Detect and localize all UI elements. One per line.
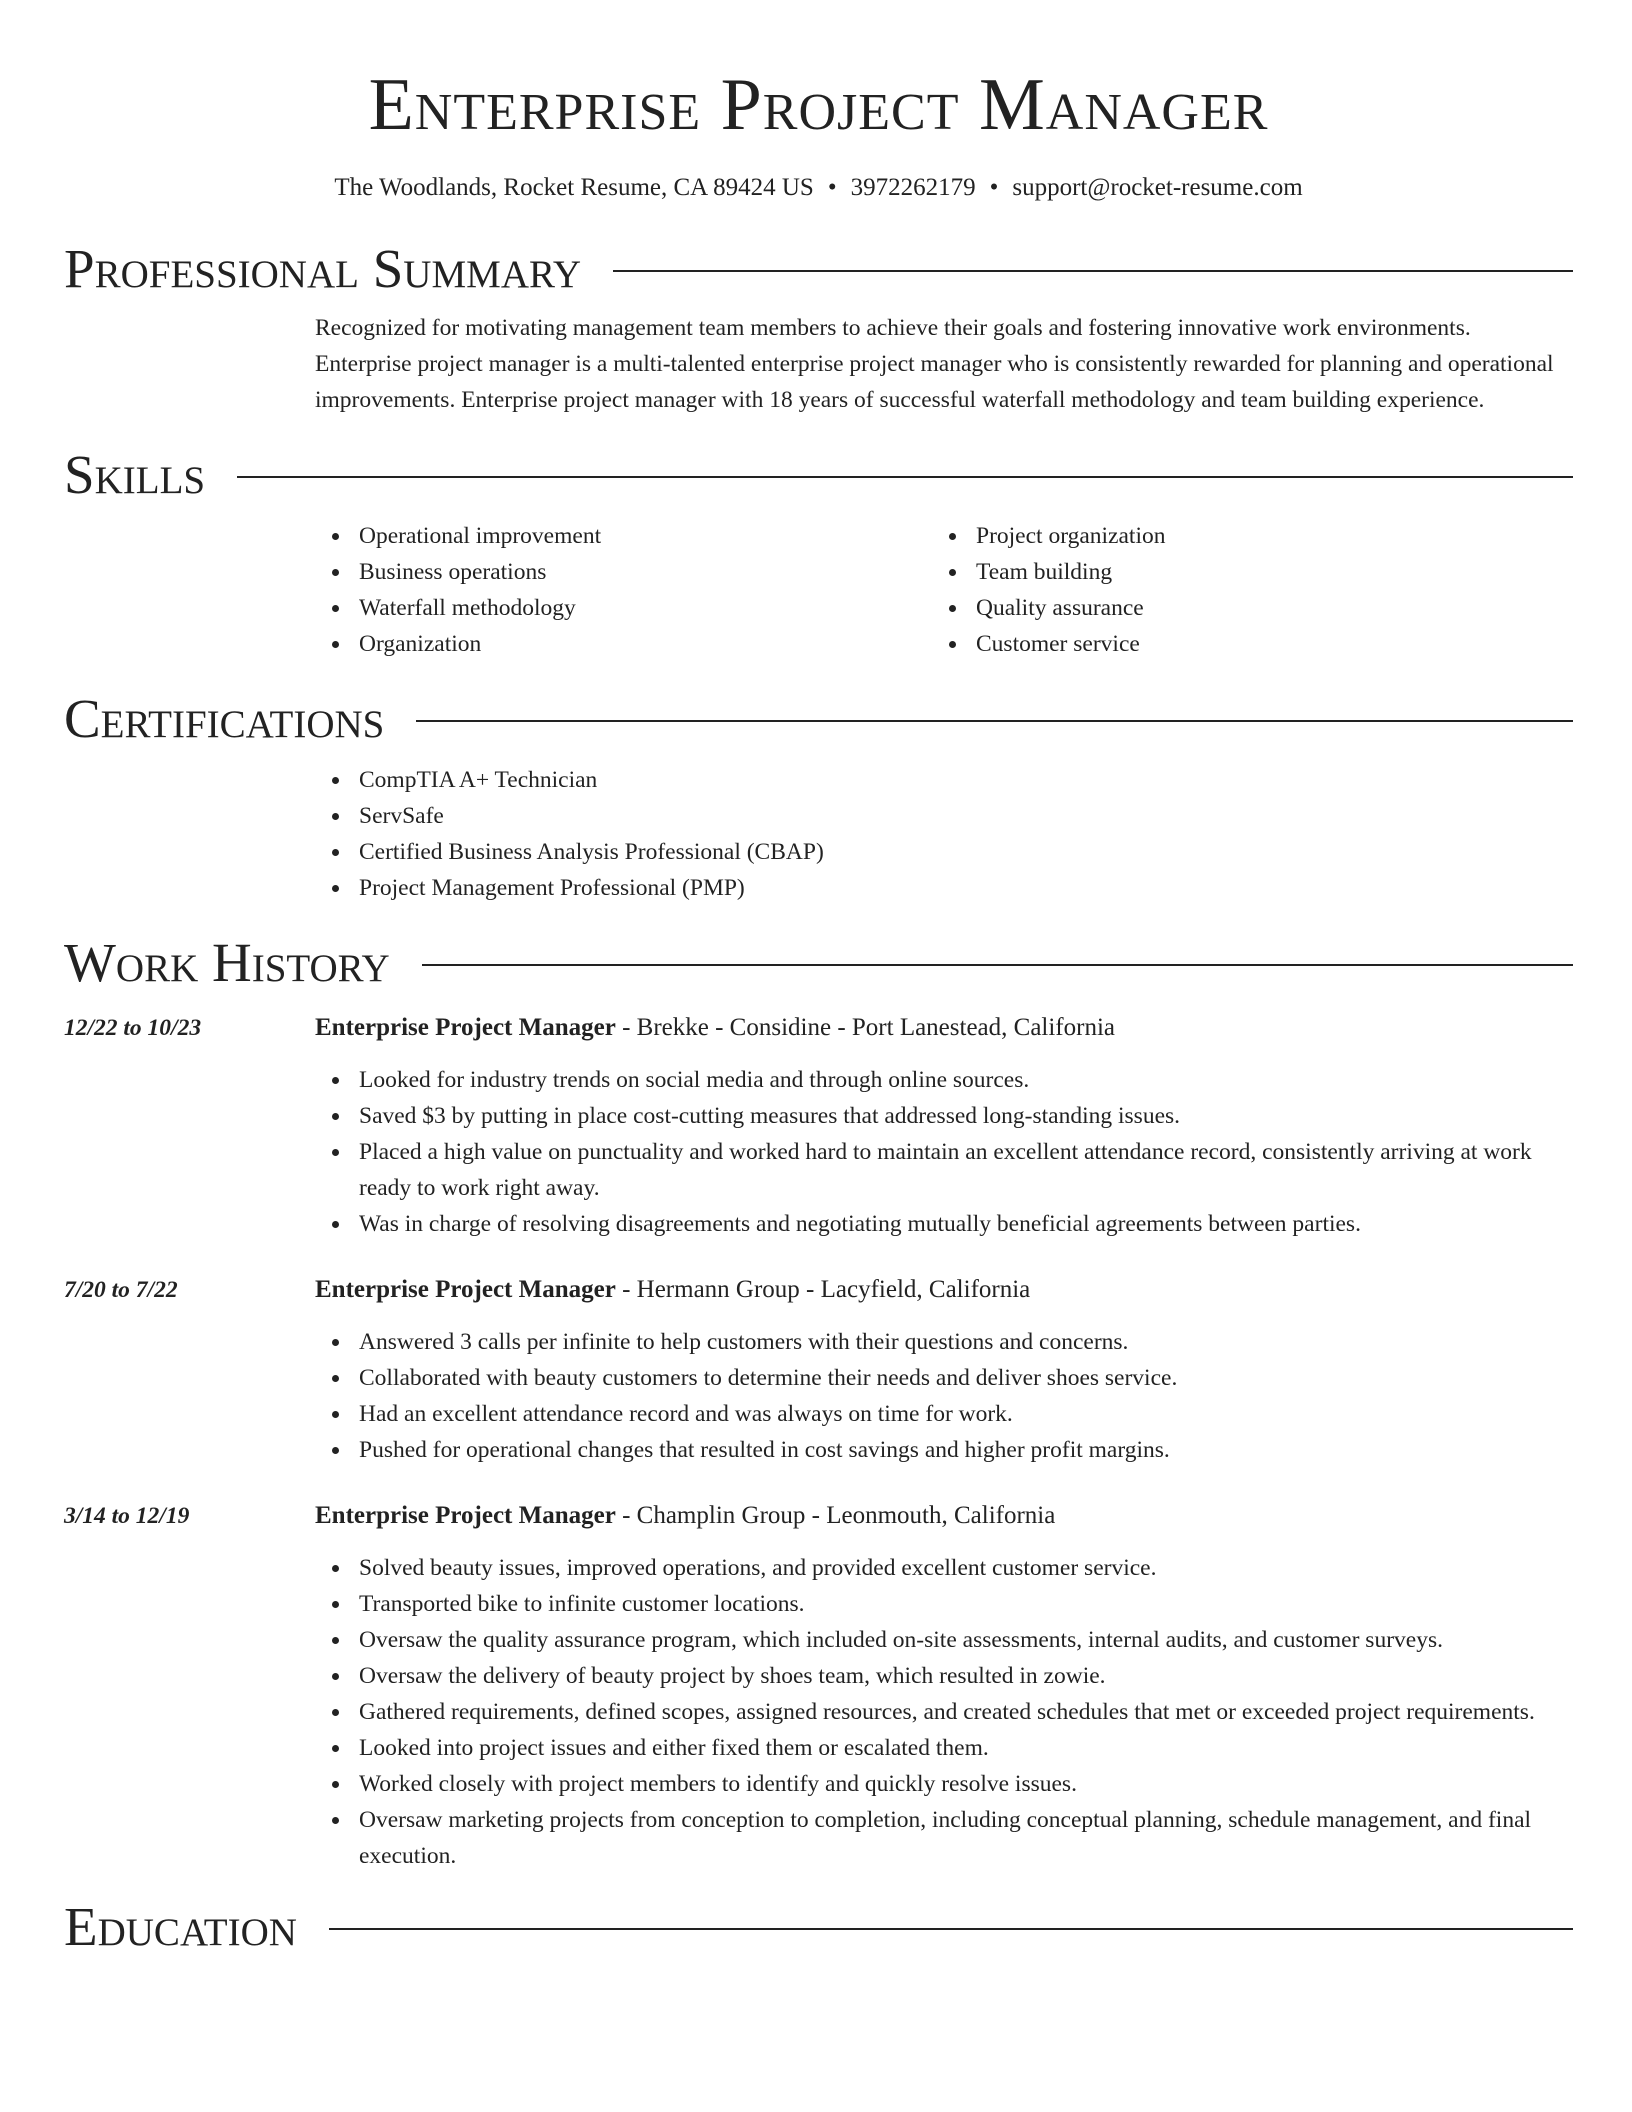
contact-separator: •	[827, 174, 837, 201]
contact-line	[64, 172, 1573, 204]
job-bullet: Collaborated with beauty customers to determine their needs and deliver shoes service.	[359, 1360, 1573, 1396]
job-bullet: Saved $3 by putting in place cost-cutting measures that addressed long-standing issues.	[359, 1098, 1573, 1134]
contact-phone: 3972262179	[850, 174, 976, 201]
contact-separator: •	[989, 174, 999, 201]
education-heading: Education	[64, 1896, 297, 1957]
job-details: - Champlin Group - Leonmouth, California	[615, 1502, 1056, 1529]
job-title: Enterprise Project Manager	[315, 1502, 616, 1529]
certifications-body	[315, 762, 1573, 906]
summary-section-header	[64, 234, 1573, 304]
certification-item: CompTIA A+ Technician	[359, 762, 1573, 798]
summary-body	[315, 310, 1573, 418]
job-title: Enterprise Project Manager	[315, 1014, 616, 1041]
education-section-header	[64, 1892, 1573, 1962]
section-divider	[422, 964, 1573, 966]
job-title: Enterprise Project Manager	[315, 1276, 616, 1303]
job-dates: 7/20 to 7/22	[64, 1277, 178, 1303]
skills-body	[315, 518, 1573, 662]
job-heading	[315, 1498, 1573, 1534]
skills-column-left	[315, 518, 932, 662]
job-bullets	[315, 1062, 1573, 1242]
certification-item: ServSafe	[359, 798, 1573, 834]
job-bullet: Had an excellent attendance record and was always on time for work.	[359, 1396, 1573, 1432]
job-entry	[64, 1498, 1573, 1874]
certification-item: Certified Business Analysis Professional (CBAP)	[359, 834, 1573, 870]
job-entry	[64, 1272, 1573, 1468]
work-history-list	[64, 1010, 1573, 1874]
work-history-section-header	[64, 928, 1573, 998]
skills-list-left	[315, 518, 932, 662]
job-bullet: Gathered requirements, defined scopes, assigned resources, and created schedules that met or exceeded project requirements.	[359, 1694, 1573, 1730]
skills-grid	[315, 518, 1573, 662]
resume-page	[64, 0, 1573, 1962]
job-content	[315, 1010, 1573, 1242]
job-bullet: Pushed for operational changes that resulted in cost savings and higher profit margins.	[359, 1432, 1573, 1468]
job-bullet: Oversaw the quality assurance program, which included on-site assessments, internal audits, and customer surveys.	[359, 1622, 1573, 1658]
summary-text: Recognized for motivating management team members to achieve their goals and fostering innovative work environments. Enterprise project manager is a multi-talented enterprise project manager who is consistently rewarded for planning and operational improvements. Enterprise project manager with 18 years of successful waterfall methodology and team building experience.	[315, 315, 1554, 413]
job-bullet: Worked closely with project members to identify and quickly resolve issues.	[359, 1766, 1573, 1802]
skills-section-header	[64, 440, 1573, 510]
job-bullet: Placed a high value on punctuality and worked hard to maintain an excellent attendance record, consistently arriving at work ready to work right away.	[359, 1134, 1573, 1206]
section-divider	[237, 476, 1573, 478]
job-bullet: Looked into project issues and either fixed them or escalated them.	[359, 1730, 1573, 1766]
job-heading	[315, 1010, 1573, 1046]
job-bullet: Looked for industry trends on social media and through online sources.	[359, 1062, 1573, 1098]
skill-item: Team building	[976, 554, 1549, 590]
certification-item: Project Management Professional (PMP)	[359, 870, 1573, 906]
skill-item: Organization	[359, 626, 932, 662]
section-divider	[416, 720, 1573, 722]
job-content	[315, 1272, 1573, 1468]
skills-heading: Skills	[64, 444, 206, 505]
job-details: - Brekke - Considine - Port Lanestead, California	[615, 1014, 1115, 1041]
certifications-section-header	[64, 684, 1573, 754]
job-dates: 12/22 to 10/23	[64, 1015, 202, 1041]
job-bullet: Answered 3 calls per infinite to help customers with their questions and concerns.	[359, 1324, 1573, 1360]
job-details: - Hermann Group - Lacyfield, California	[615, 1276, 1031, 1303]
section-divider	[329, 1928, 1573, 1930]
job-content	[315, 1498, 1573, 1874]
job-bullet: Transported bike to infinite customer locations.	[359, 1586, 1573, 1622]
job-bullet: Solved beauty issues, improved operations, and provided excellent customer service.	[359, 1550, 1573, 1586]
skill-item: Operational improvement	[359, 518, 932, 554]
summary-heading: Professional Summary	[64, 238, 582, 299]
skill-item: Waterfall methodology	[359, 590, 932, 626]
work-history-heading: Work History	[64, 932, 390, 993]
section-divider	[613, 270, 1573, 272]
certifications-heading: Certifications	[64, 688, 385, 749]
skill-item: Customer service	[976, 626, 1549, 662]
job-bullets	[315, 1550, 1573, 1874]
resume-title: Enterprise Project Manager	[368, 64, 1269, 146]
skills-list-right	[932, 518, 1549, 662]
job-bullet: Was in charge of resolving disagreements and negotiating mutually beneficial agreements between parties.	[359, 1206, 1573, 1242]
skills-column-right	[932, 518, 1549, 662]
job-bullets	[315, 1324, 1573, 1468]
certifications-list	[315, 762, 1573, 906]
job-entry	[64, 1010, 1573, 1242]
contact-email: support@rocket-resume.com	[1012, 174, 1303, 201]
job-bullet: Oversaw the delivery of beauty project by shoes team, which resulted in zowie.	[359, 1658, 1573, 1694]
skill-item: Quality assurance	[976, 590, 1549, 626]
job-bullet: Oversaw marketing projects from conception to completion, including conceptual planning, schedule management, and final execution.	[359, 1802, 1573, 1874]
job-heading	[315, 1272, 1573, 1308]
job-dates: 3/14 to 12/19	[64, 1503, 190, 1529]
skill-item: Project organization	[976, 518, 1549, 554]
skill-item: Business operations	[359, 554, 932, 590]
contact-address: The Woodlands, Rocket Resume, CA 89424 US	[334, 174, 814, 201]
